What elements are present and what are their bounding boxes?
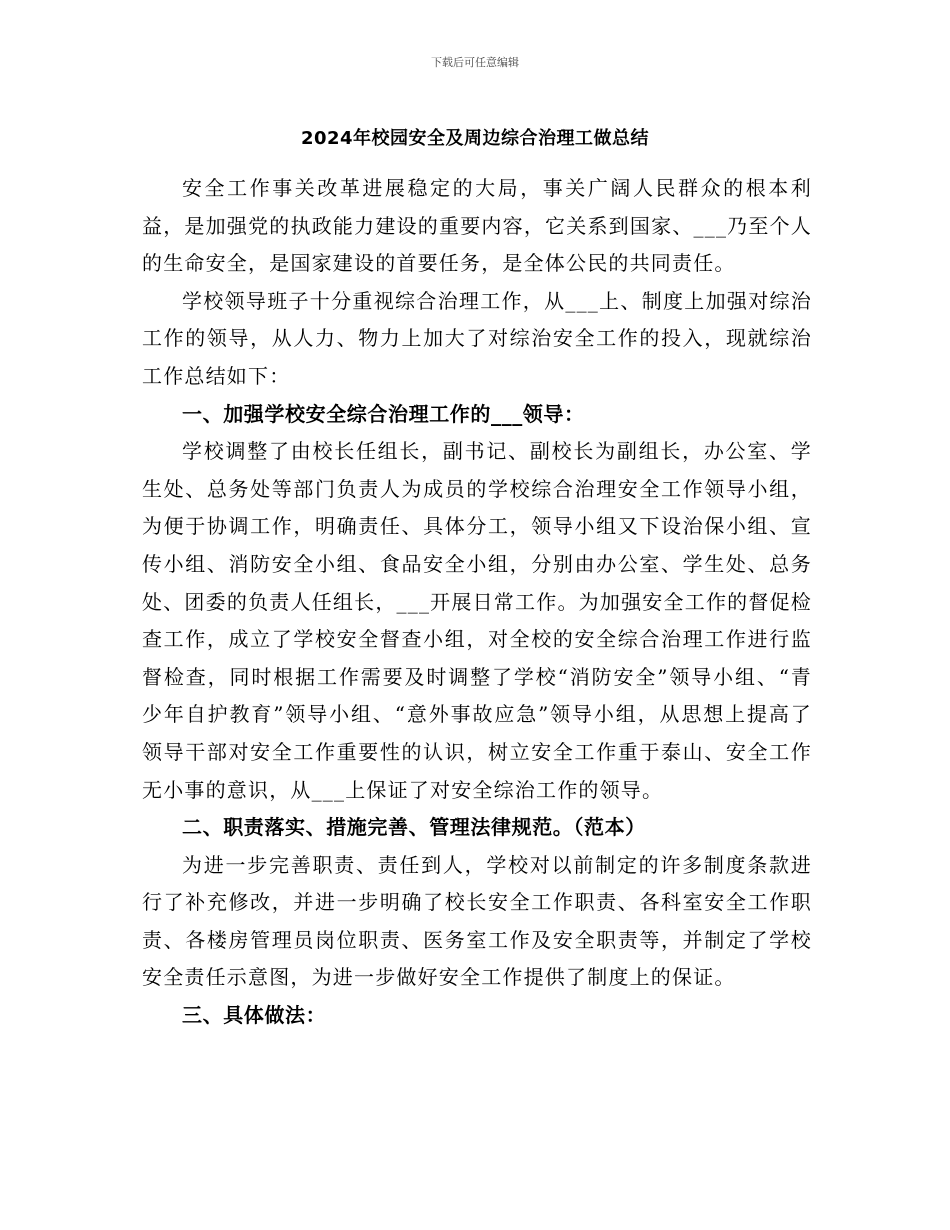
paragraph-section-2: 为进一步完善职责、责任到人，学校对以前制定的许多制度条款进行了补充修改，并进一步明确了校长安全工作职责、各科室安全工作职责、各楼房管理员岗位职责、医务室工作及安全职责等，并制定了学校安全责任示意图，为进一步做好安全工作提供了制度上的保证。 xyxy=(142,852,812,990)
section-heading-3: 三、具体做法： xyxy=(182,1003,327,1028)
document-title: 2024年校园安全及周边综合治理工做总结 xyxy=(300,128,650,149)
paragraph-section-1: 学校调整了由校长任组长，副书记、副校长为副组长，办公室、学生处、总务处等部门负责人为成员的学校综合治理安全工作领导小组，为便于协调工作，明确责任、具体分工，领导小组又下设治保小组、宣传小组、消防安全小组、食品安全小组，分别由办公室、学生处、总务处、团委的负责人任组长，___开展日常工作。为加强安全工作的督促检查工作，成立了学校安全督查小组，对全校的安全综合治理工作进行监督检查，同时根据工作需要及时调整了学校“消防安全”领导小组、“青少年自护教育”领导小组、“意外事故应急”领导小组，从思想上提高了领导干部对安全工作重要性的认识，树立安全工作重于泰山、安全工作无小事的意识，从___上保证了对安全综治工作的领导。 xyxy=(142,439,812,802)
section-heading-1: 一、加强学校安全综合治理工作的___领导： xyxy=(182,401,585,426)
document-body xyxy=(142,170,812,1035)
paragraph-leadership: 学校领导班子十分重视综合治理工作，从___上、制度上加强对综治工作的领导，从人力、物力上加大了对综治安全工作的投入，现就综治工作总结如下： xyxy=(142,288,812,388)
page-header-note: 下载后可任意编辑 xyxy=(431,56,519,69)
section-heading-2: 二、职责落实、措施完善、管理法律规范。（范本） xyxy=(182,815,646,840)
paragraph-intro: 安全工作事关改革进展稳定的大局，事关广阔人民群众的根本利益，是加强党的执政能力建设的重要内容，它关系到国家、___乃至个人的生命安全，是国家建设的首要任务，是全体公民的共同责任。 xyxy=(142,176,812,276)
